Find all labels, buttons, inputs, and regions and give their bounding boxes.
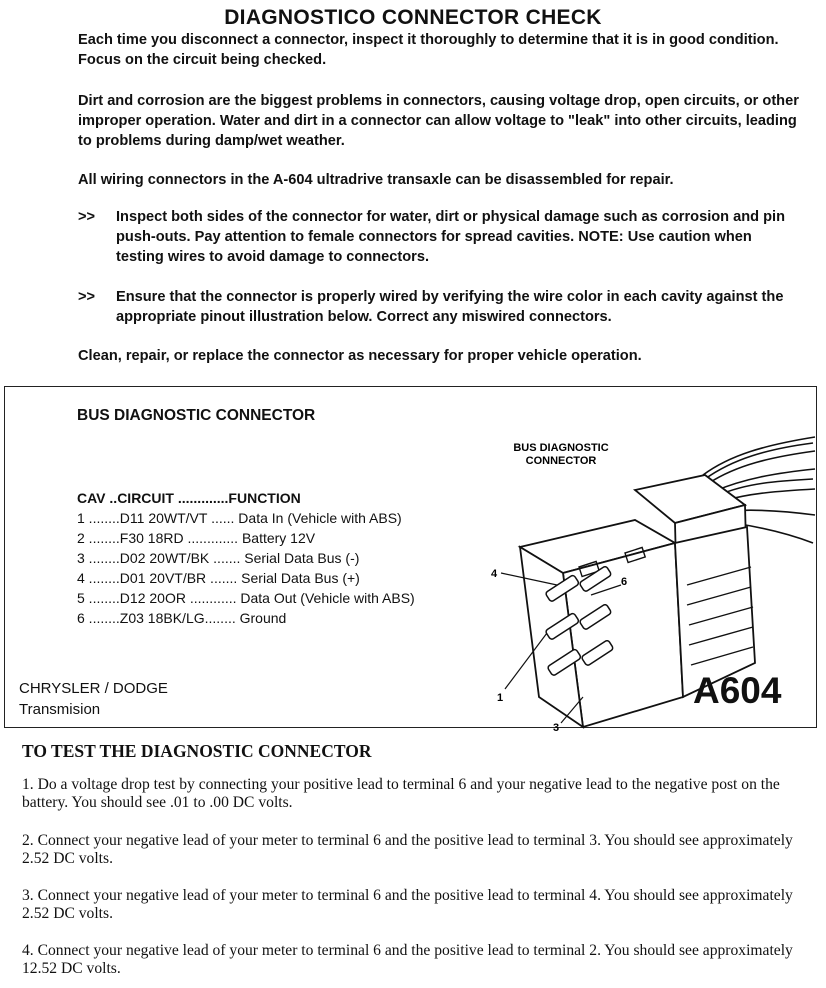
pin-label-1: 1: [497, 692, 504, 704]
test-heading: TO TEST THE DIAGNOSTIC CONNECTOR: [22, 741, 372, 761]
pinout-row: 4 ........D01 20VT/BR ....... Serial Data Bus (+): [77, 570, 360, 586]
brand-line-1: CHRYSLER / DODGE: [19, 680, 168, 697]
intro-paragraph-4: Clean, repair, or replace the connector as necessary for proper vehicle operation.: [78, 348, 642, 364]
pinout-header: CAV ..CIRCUIT .............FUNCTION: [77, 490, 301, 506]
model-label: A604: [693, 670, 782, 711]
pin-label-4: 4: [491, 568, 498, 580]
pinout-row: 1 ........D11 20WT/VT ...... Data In (Vehicle with ABS): [77, 510, 402, 526]
pinout-row: 5 ........D12 20OR ............ Data Out (Vehicle with ABS): [77, 590, 415, 606]
pinout-row: 3 ........D02 20WT/BK ....... Serial Data Bus (-): [77, 550, 360, 566]
pin-label-3: 3: [553, 722, 560, 734]
diagram-title-line1: BUS DIAGNOSTIC: [513, 442, 609, 454]
connector-heading: BUS DIAGNOSTIC CONNECTOR: [77, 407, 316, 424]
bullet-marker: >>: [78, 209, 96, 225]
diagram-title-line2: CONNECTOR: [525, 455, 597, 467]
intro-paragraph-3: All wiring connectors in the A-604 ultradrive transaxle can be disassembled for repair.: [78, 172, 674, 188]
intro-paragraph-2: Dirt and corrosion are the biggest problems in connectors, causing voltage drop, open circuits, or other improper operation. Water and dirt in a connector can allow voltage to "leak" into other circuits, leading to problems during damp/wet weather.: [78, 93, 799, 149]
bullet-text: Ensure that the connector is properly wired by verifying the wire color in each cavity against the appropriate pinout illustration below. Correct any miswired connectors.: [116, 289, 784, 325]
bullet-text-part: Use caution when testing wires to avoid damage to connectors.: [116, 229, 752, 265]
pin-label-6: 6: [621, 576, 628, 588]
test-step: 1. Do a voltage drop test by connecting your positive lead to terminal 6 and your negative lead to the negative post on the battery. You should see .01 to .00 DC volts.: [22, 776, 780, 811]
connector-info-box: [4, 386, 817, 734]
brand-label: [19, 678, 168, 720]
pinout-row: 6 ........Z03 18BK/LG........ Ground: [77, 610, 287, 626]
page-title: DIAGNOSTICO CONNECTOR CHECK: [224, 6, 602, 29]
brand-line-2: Transmision: [19, 701, 101, 718]
bullet-marker: >>: [78, 289, 96, 305]
test-step: 4. Connect your negative lead of your meter to terminal 6 and the positive lead to terminal 2. You should see approximately 12.52 DC volts.: [22, 942, 793, 977]
pinout-row: 2 ........F30 18RD ............. Battery 12V: [77, 530, 316, 546]
note-label: NOTE:: [578, 229, 624, 245]
bullet-text: [116, 207, 802, 267]
bullet-text-part: Inspect both sides of the connector for water, dirt or physical damage such as corrosion and pin push-outs. Pay attention to female connectors for spread cavities.: [116, 209, 786, 245]
test-step: 2. Connect your negative lead of your meter to terminal 6 and the positive lead to terminal 3. You should see approximately 2.52 DC volts.: [22, 832, 793, 867]
test-step: 3. Connect your negative lead of your meter to terminal 6 and the positive lead to terminal 4. You should see approximately 2.52 DC volts.: [22, 887, 793, 922]
pinout-table: [77, 488, 415, 628]
intro-paragraph-1: Each time you disconnect a connector, inspect it thoroughly to determine that it is in good condition. Focus on the circuit being checked.: [78, 32, 779, 68]
